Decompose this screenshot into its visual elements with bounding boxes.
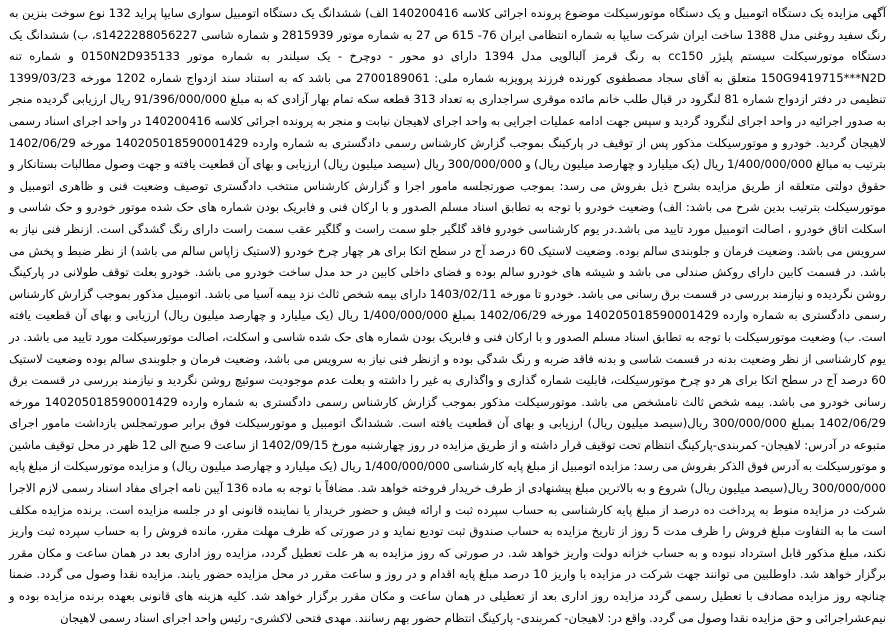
auction-notice-text: آگهی مزایده یک دستگاه اتومبیل و یک دستگاه موتورسیکلت موضوع پرونده اجرائی کلاسه 140200416 الف) ششدانگ یک دستگاه اتومبیل سواری سایپا پراید 132 نوع سوخت بنزین به رنگ سفید روغنی مدل 1388 ساخت ایران شرکت سایپا به شماره انتظامی ایران 76- 615 ص 27 به شماره موتور 2815939 و شماره شاسی s1422288056227، ب) ششدانگ یک دستگاه موتورسیکلت سیستم پلیژر cc150 به رنگ قرمز آلبالویی مدل 1394 دارای دو محور - دوچرخ - یک سیلندر به شماره موتور 0150N2D935133 و شماره تنه 150G9419715***N2D متعلق به آقای سجاد مصطفوی کورنده فرزند پرویزبه شماره ملی: 2700189061 می باشد که به استناد سند ازدواج شماره 1202 مورخه 1399/03/23 تنظیمی در دفتر ازدواج شماره 81 لنگرود در قبال طلب خانم مائده موقری سراجداری به تعداد 313 قطعه سکه تمام بهار آزادی که به مبلغ 91/396/000/000 ریال ارزیابی گردیده منجر به صدور اجرائیه در واحد اجرای لنگرود گردید و سپس جهت ادامه عملیات اجرایی به واحد اجرای لاهیجان نیابت و منجر به پرونده اجرائی کلاسه 140200416 در واحد اجرای اسناد رسمی لاهیجان گردید. خودرو و موتورسیکلت مذکور پس از توقیف در پارکینگ بموجب گزارش کارشناس رسمی دادگستری به شماره وارده 140205018590001429 مورخه 1402/06/29 بترتیب به مبالغ 1/400/000/000 ریال (یک میلیارد و چهارصد میلیون ریال) و 300/000/000 ریال (سیصد میلیون ریال) ارزیابی و بهای آن قطعیت یافته و جهت وصول مطالبات بستانکار و حقوق دولتی متعلقه از طریق مزایده بشرح ذیل بفروش می رسد: بموجب صورتجلسه مامور اجرا و گزارش کارشناس منتخب دادگستری توصیف وضعیت فنی و ظاهری اتومبیل و موتورسیکلت بترتیب بدین شرح می باشد: الف) وضعیت خودرو با توجه به تطابق اسناد مسلم الصدور و با ارکان فنی و فابریک بودن شماره های حک شده موتور خودرو و حک شاسی و اسکلت اتاق خودرو ، اصالت اتومبیل مورد تایید می باشد.در یوم کارشناسی خودرو فاقد گلگیر جلو سمت راست و گلگیر عقب سمت راست دارای رنگ گشدگی است. ازنظر فنی نیاز به سرویس می باشد. وضعیت فرمان و جلوبندی سالم بوده. وضعیت لاستیک 60 درصد آج در سطح اتکا برای هر چهار چرخ خودرو (لاستیک زاپاس سالم می باشد) از نظر ضبط و پخش می باشد. در قسمت کابین دارای روکش صندلی می باشد و شیشه های خودرو سالم بوده و فضای داخلی کابین در حد مدل ساخت خودرو می باشد. خودرو بعلت توقف طولانی در پارکینگ روشن نگردیده و نیازمند بررسی در قسمت برق رسانی می باشد. خودرو تا مورخه 1403/02/11 دارای بیمه شخص ثالث نزد بیمه آسیا می باشد. اتومبیل مذکور بموجب گزارش کارشناس رسمی دادگستری به شماره وارده 140205018590001429 مورخه 1402/06/29 بمبلغ 1/400/000/000 ریال (یک میلیارد و چهارصد میلیون ریال) ارزیابی و بهای آن قطعیت یافته است. ب) وضعیت موتورسیکلت با توجه به تطابق اسناد مسلم الصدور و با ارکان فنی و فابریک بودن شماره های حک شده شاسی و اسکلت، اصالت موتورسیکلت مورد تایید می باشد. در یوم کارشناسی از نظر وضعیت بدنه در قسمت شاسی و بدنه فاقد ضربه و رنگ شدگی بوده و ازنظر فنی نیاز به سرویس می باشد، وضعیت فرمان و جلوبندی سالم بوده وضعیت لاستیک 60 درصد آج در سطح اتکا برای هر دو چرخ موتورسیکلت، قابلیت شماره گذاری و واگذاری به غیر را داشته و بعلت عدم موجودیت سوئیچ روشن نگردید و نیازمند بررسی در قسمت برق رسانی خودرو می باشد. بیمه شخص ثالث نامشخص می باشد. موتورسیکلت مذکور بموجب گزارش کارشناس رسمی دادگستری به شماره وارده 140205018590001429 مورخه 1402/06/29 بمبلغ 300/000/000 ریال(سیصد میلیون ریال) ارزیابی و بهای آن قطعیت یافته است. ششدانگ اتومبیل و موتورسیکلت فوق برابر صورتمجلس بازداشت مامور اجرای متبوعه در آدرس: لاهیجان- کمربندی-پارکینگ انتظام تحت توقیف قرار داشته و از طریق مزایده در روز چهارشنبه مورخ 1402/09/15 از ساعت 9 صبح الی 12 ظهر در محل توقیف ماشین و موتورسیکلت به آدرس فوق الذکر بفروش می رسد: مزایده اتومبیل از مبلغ پایه کارشناسی 1/400/000/000 ریال (یک میلیارد و چهارصد میلیون ریال) و مزایده موتورسیکلت از مبلغ پایه 300/000/000 ریال(سیصد میلیون ریال) شروع و به بالاترین مبلغ پیشنهادی از طرف خریدار فروخته خواهد شد. مضافاً با توجه به ماده 136 آیین نامه اجرای مفاد اسناد رسمی لازم الاجرا شرکت در مزایده منوط به پرداخت ده درصد از مبلغ پایه کارشناسی به حساب سپرده ثبت و ارائه فیش و حضور خریدار یا نماینده قانونی او در جلسه مزایده است. برنده مزایده مکلف است ما به التفاوت مبلغ فروش را ظرف مدت 5 روز از تاریخ مزایده به حساب صندوق ثبت تودیع نماید و در صورتی که ظرف مهلت مقرر، مانده فروش را به حساب سپرده ثبت واریز نکند، مبلغ مذکور قابل استرداد نبوده و به حساب خزانه دولت واریز خواهد شد. در صورتی که روز مزایده به هر علت تعطیل گردد، مزایده روز اداری بعد در همان ساعت و مکان مقرر برگزار خواهد شد. داوطلبین می توانند جهت شرکت در مزایده با واریز 10 درصد مبلغ پایه اقدام و در روز و ساعت مقرر در محل مزایده حضور یابند. مزایده نقدا وصول می گردد. ضمنا چنانچه روز مزایده مصادف با تعطیل رسمی گردد مزایده روز اداری بعد از تعطیلی در همان ساعت و مکان مقرر برگزار خواهد شد. کلیه هزینه های قانونی بعهده برنده مزایده بوده و نیم‌عشر‌اجرائی و حق مزایده نقدا وصول می گردد. واقع در: لاهیجان- کمربندی- پارکینگ انتظام حضور بهم رسانند. مهدی فتحی لاکشری- رئیس واحد اجرای اسناد رسمی لاهیجان	[9, 6, 887, 625]
